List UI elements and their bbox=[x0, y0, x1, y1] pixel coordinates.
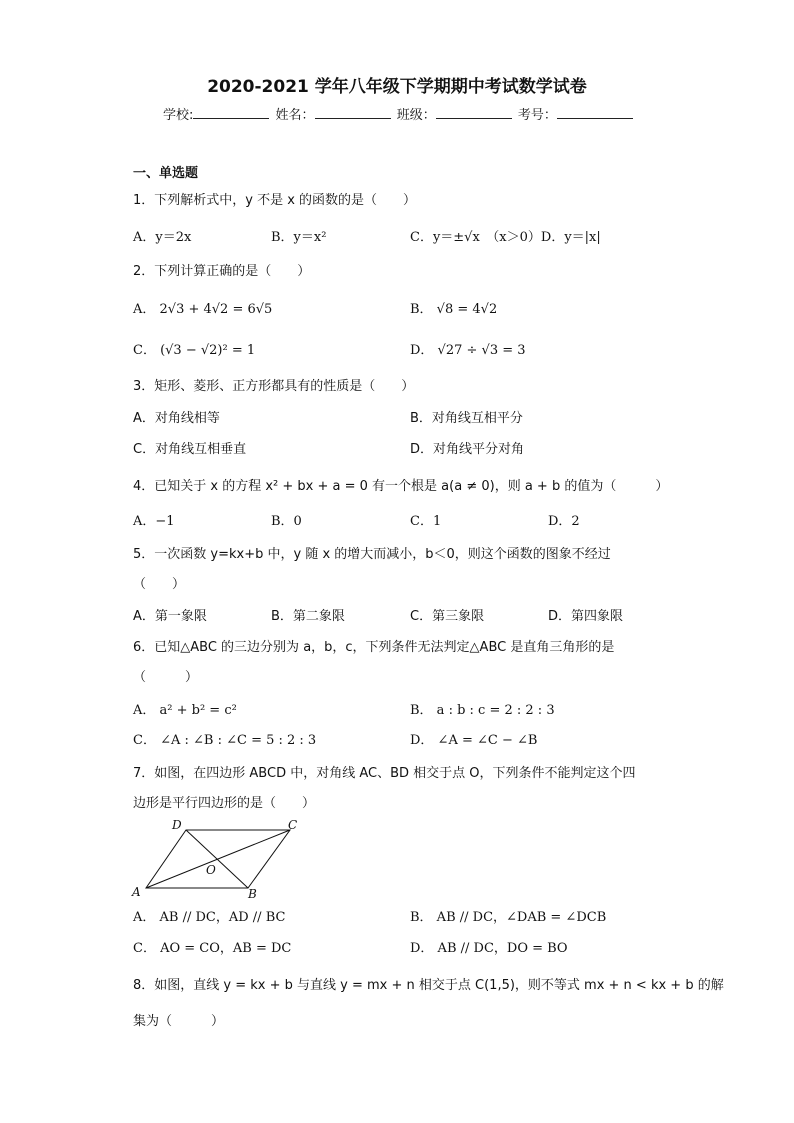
school-label: 学校: bbox=[163, 108, 194, 123]
q5-option-b: B．第二象限 bbox=[271, 609, 345, 624]
q3-option-b: B．对角线互相平分 bbox=[410, 411, 523, 426]
class-label: 班级： bbox=[396, 108, 436, 123]
q4-option-a: A．−1 bbox=[133, 514, 175, 529]
q5-stem-cont: （ ） bbox=[133, 577, 186, 592]
q6-option-d: D． ∠A = ∠C − ∠B bbox=[410, 733, 538, 748]
q8-stem-cont: 集为（ ） bbox=[133, 1014, 225, 1029]
exam-title: 2020-2021 学年八年级下学期期中考试数学试卷 bbox=[207, 77, 587, 97]
q3-option-c: C．对角线互相垂直 bbox=[133, 442, 247, 457]
q6-stem-cont: （ ） bbox=[133, 670, 199, 685]
q7-stem: 7．如图，在四边形 ABCD 中，对角线 AC、BD 相交于点 O，下列条件不能判定这个四 bbox=[133, 766, 636, 781]
class-blank[interactable] bbox=[436, 106, 512, 119]
q7-option-b: B． AB // DC，∠DAB = ∠DCB bbox=[410, 910, 607, 925]
section-heading: 一、单选题 bbox=[133, 166, 199, 181]
q3-stem: 3．矩形、菱形、正方形都具有的性质是（ ） bbox=[133, 379, 415, 394]
diagonal-bd bbox=[186, 830, 248, 888]
q3-option-d: D．对角线平分对角 bbox=[410, 442, 525, 457]
school-blank[interactable] bbox=[193, 106, 269, 119]
q1-option-b: B．y＝x² bbox=[271, 230, 327, 245]
q4-stem: 4．已知关于 x 的方程 x² + bx + a = 0 有一个根是 a(a ≠ 0)，则 a + b 的值为（ ） bbox=[133, 479, 669, 494]
student-info-line bbox=[163, 104, 633, 123]
vertex-label-b: B bbox=[248, 887, 257, 900]
q2-option-a: A． 2√3 + 4√2 = 6√5 bbox=[133, 302, 273, 317]
q6-option-c: C． ∠A : ∠B : ∠C = 5 : 2 : 3 bbox=[133, 733, 317, 748]
exam-no-label: 考号： bbox=[517, 108, 557, 123]
q1-stem: 1．下列解析式中，y 不是 x 的函数的是（ ） bbox=[133, 193, 417, 208]
q2-option-d: D． √27 ÷ √3 = 3 bbox=[410, 343, 526, 358]
q7-option-a: A． AB // DC，AD // BC bbox=[133, 910, 286, 925]
q8-stem: 8．如图，直线 y = kx + b 与直线 y = mx + n 相交于点 C(1,5)，则不等式 mx + n < kx + b 的解 bbox=[133, 978, 724, 993]
q6-option-b: B． a : b : c = 2 : 2 : 3 bbox=[410, 703, 555, 718]
vertex-label-d: D bbox=[172, 818, 182, 832]
q4-option-b: B．0 bbox=[271, 514, 302, 529]
q3-option-a: A．对角线相等 bbox=[133, 411, 220, 426]
q2-option-c: C． (√3 − √2)² = 1 bbox=[133, 343, 256, 358]
q2-stem: 2．下列计算正确的是（ ） bbox=[133, 264, 311, 279]
vertex-label-a: A bbox=[132, 885, 141, 899]
q6-option-a: A． a² + b² = c² bbox=[133, 703, 237, 718]
q5-option-c: C．第三象限 bbox=[410, 609, 485, 624]
q5-option-d: D．第四象限 bbox=[548, 609, 624, 624]
q4-option-c: C．1 bbox=[410, 514, 442, 529]
q1-option-c-d: C．y＝±√x （x＞0）D．y＝|x| bbox=[410, 230, 601, 245]
name-label: 姓名： bbox=[275, 108, 315, 123]
q7-stem-cont: 边形是平行四边形的是（ ） bbox=[133, 796, 316, 811]
exam-no-blank[interactable] bbox=[557, 106, 633, 119]
q4-option-d: D．2 bbox=[548, 514, 580, 529]
q5-stem: 5．一次函数 y=kx+b 中，y 随 x 的增大而减小，b＜0，则这个函数的图象不经过 bbox=[133, 547, 611, 562]
q1-option-a: A．y＝2x bbox=[133, 230, 192, 245]
q7-option-d: D． AB // DC，DO = BO bbox=[410, 941, 568, 956]
name-blank[interactable] bbox=[315, 106, 391, 119]
parallelogram-diagram bbox=[130, 818, 310, 900]
parallelogram-figure bbox=[130, 818, 310, 900]
vertex-label-c: C bbox=[288, 818, 298, 832]
center-label-o: O bbox=[206, 863, 216, 877]
q5-option-a: A．第一象限 bbox=[133, 609, 207, 624]
q7-option-c: C． AO = CO，AB = DC bbox=[133, 941, 292, 956]
q2-option-b: B． √8 = 4√2 bbox=[410, 302, 498, 317]
q6-stem: 6．已知△ABC 的三边分别为 a，b，c，下列条件无法判定△ABC 是直角三角形的是 bbox=[133, 640, 615, 655]
